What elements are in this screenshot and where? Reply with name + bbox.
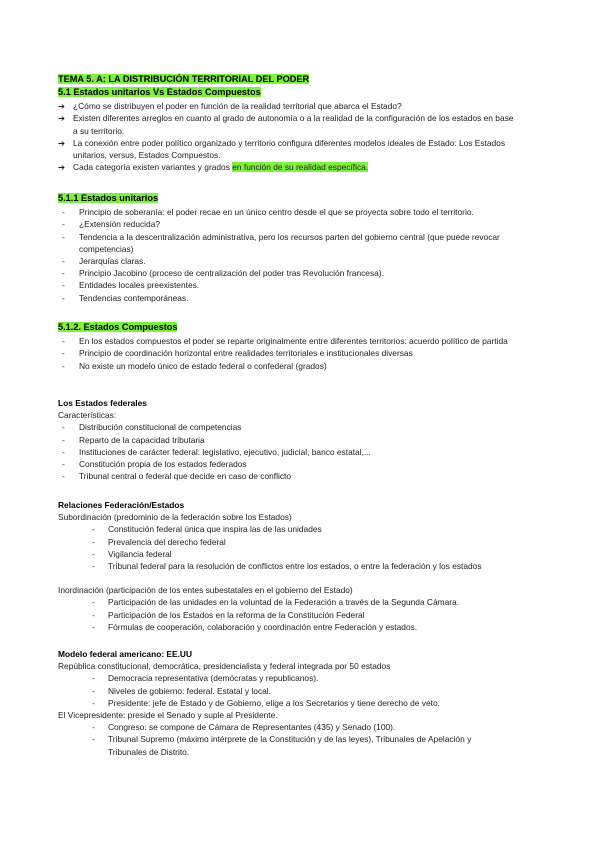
list-item: - Jerarquías claras. bbox=[62, 256, 146, 267]
list-item: - Participación de las unidades en la voluntad de la Federación a través de la Segunda Cámara. bbox=[92, 597, 460, 608]
list-item: ➔ Cada categoría existen variantes y grados en función de su realidad específica. bbox=[58, 162, 369, 173]
list-item: - Tribunal central o federal que decide en caso de conflicto bbox=[62, 471, 291, 482]
modelo-items-1 bbox=[0, 672, 600, 709]
list-item: - Presidente: jefe de Estado y de Gobierno, elige a los Secretarios y tiene derecho de veto. bbox=[92, 697, 440, 708]
section-5-1-1 bbox=[0, 192, 600, 304]
modelo-items-2 bbox=[0, 721, 600, 758]
vicepresidente-line: El Vicepresidente: preside el Senado y suple al Presidente. bbox=[58, 710, 278, 721]
arrow-icon: ➔ bbox=[58, 101, 66, 112]
list-item: - Entidades locales preexistentes. bbox=[62, 280, 200, 291]
list-item: - Vigilancia federal bbox=[92, 548, 172, 559]
list-item: - Niveles de gobierno: federal. Estatal y local. bbox=[92, 685, 271, 696]
list-item: - ¿Extensión reducida? bbox=[62, 219, 161, 230]
list-item: - Principio de soberanía: el poder recae en un único centro desde el que se proyecta sobre todo el territorio. bbox=[62, 207, 474, 218]
list-item: - Instituciones de carácter federal: legislativo, ejecutivo, judicial, banco estatal,... bbox=[62, 446, 371, 457]
list-item: - Tribunal Supremo (máximo intérprete de la Constitución y de las leyes), Tribunales de Apelación y Tribunales de Distrito. bbox=[92, 734, 472, 757]
section-federales bbox=[0, 397, 600, 482]
federales-items bbox=[0, 421, 600, 482]
section-5-1-2-items bbox=[0, 335, 600, 372]
list-item: - Principio de coordinación horizontal entre realidades territoriales e institucionales diversas bbox=[62, 348, 413, 359]
list-item: - Congreso: se compone de Cámara de Representantes (435) y Senado (100). bbox=[92, 722, 396, 733]
list-item: - Constitución propia de los estados federados bbox=[62, 459, 247, 470]
document-title-block bbox=[0, 73, 600, 85]
inordinacion-items bbox=[0, 596, 600, 633]
section-modelo-eeuu bbox=[0, 648, 600, 758]
section-5-1-bullets bbox=[0, 100, 600, 173]
subordinacion-items bbox=[0, 523, 600, 572]
section-5-1-heading: 5.1 Estados unitarios Vs Estados Compuestos bbox=[58, 87, 261, 97]
document-title: TEMA 5. A: LA DISTRIBUCIÓN TERRITORIAL DEL PODER bbox=[58, 74, 310, 84]
subordinacion-intro: Subordinación (predominio de la federación sobre los Estados) bbox=[58, 512, 292, 523]
list-item: - Principio Jacobino (proceso de centralización del poder tras Revolución francesa). bbox=[62, 268, 384, 279]
list-item: - No existe un modelo único de estado federal o confederal (grados) bbox=[62, 360, 327, 371]
list-item: ➔ La conexión entre poder político organizado y territorio configura diferentes modelos ideales de Estado: Los Estados unitarios, versus, Estados Compuestos. bbox=[58, 137, 506, 161]
inordinacion-intro: Inordinación (participación de los entes subestatales en el gobierno del Estado) bbox=[58, 585, 353, 596]
arrow-icon: ➔ bbox=[58, 162, 66, 173]
list-item: - Tribunal federal para la resolución de conflictos entre los estados, o entre la federación y los estados bbox=[92, 561, 482, 572]
arrow-icon: ➔ bbox=[58, 113, 66, 124]
list-item: - Constitución federal única que inspira las de las unidades bbox=[92, 524, 322, 535]
federales-intro: Características: bbox=[58, 410, 117, 421]
section-5-1-2 bbox=[0, 321, 600, 372]
modelo-intro: República constitucional, democrática, presidencialista y federal integrada por 50 estados bbox=[58, 661, 391, 672]
list-item: - Tendencias contemporáneas. bbox=[62, 292, 189, 303]
list-item: ➔ ¿Cómo se distribuyen el poder en función de la realidad territorial que abarca el Estado? bbox=[58, 101, 402, 112]
federales-heading: Los Estados federales bbox=[58, 398, 147, 408]
section-5-1-1-items bbox=[0, 206, 600, 304]
list-item: - Democracia representativa (demócratas y republicanos). bbox=[92, 673, 319, 684]
arrow-icon: ➔ bbox=[58, 137, 66, 148]
list-item: - Prevalencia del derecho federal bbox=[92, 536, 226, 547]
list-item: ➔ Existen diferentes arreglos en cuanto al grado de autonomía o a la realidad de la configuración de los estados en base a su territorio. bbox=[58, 113, 514, 136]
list-item: - Tendencia a la descentralización administrativa, pero los recursos parten del gobierno central (que puede revocar competencias) bbox=[62, 231, 500, 254]
section-5-1-1-heading: 5.1.1 Estados unitarios bbox=[58, 193, 159, 203]
list-item: - Participación de los Estados en la reforma de la Constitución Federal bbox=[92, 609, 365, 620]
section-relaciones bbox=[0, 499, 600, 633]
list-item: - Fórmulas de cooperación, colaboración y coordinación entre Federación y estados. bbox=[92, 621, 418, 632]
section-5-1-2-heading: 5.1.2. Estados Compuestos bbox=[58, 322, 178, 332]
modelo-heading: Modelo federal americano: EE.UU bbox=[58, 649, 193, 659]
relaciones-heading: Relaciones Federación/Estados bbox=[58, 500, 185, 510]
list-item: - En los estados compuestos el poder se reparte originalmente entre diferentes territorios: acuerdo político de partida bbox=[62, 336, 508, 347]
list-item: - Reparto de la capacidad tributaria bbox=[62, 434, 205, 445]
section-5-1 bbox=[0, 86, 600, 173]
list-item: - Distribución constitucional de competencias bbox=[62, 422, 242, 433]
highlighted-text: en función de su realidad específica. bbox=[232, 162, 369, 173]
